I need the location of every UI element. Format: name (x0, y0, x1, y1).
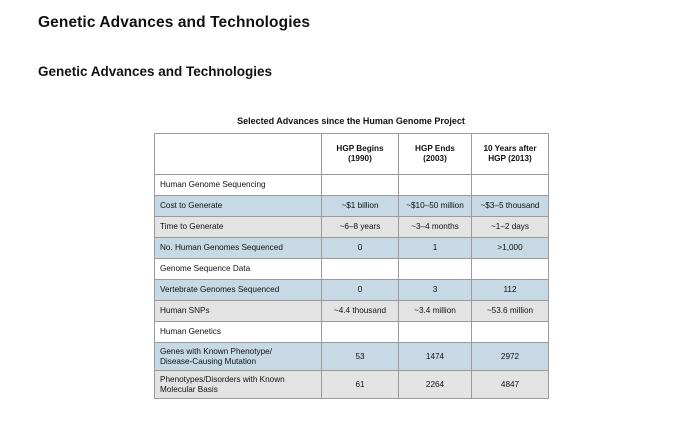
row-label: Cost to Generate (155, 196, 322, 217)
page-title: Genetic Advances and Technologies (38, 14, 311, 31)
cell-1990: ~6–8 years (322, 217, 399, 238)
cell-2003: ~3.4 million (399, 301, 472, 322)
table-row-genomes-sequenced (155, 238, 549, 259)
section-row-human-genetics (155, 322, 549, 343)
row-label: Human Genome Sequencing (155, 175, 322, 196)
cell-1990 (322, 259, 399, 280)
cell-2003 (399, 175, 472, 196)
cell-1990: ~4.4 thousand (322, 301, 399, 322)
cell-2003: 3 (399, 280, 472, 301)
row-label: Phenotypes/Disorders with Known Molecular Basis (155, 371, 322, 399)
cell-2003: ~3–4 months (399, 217, 472, 238)
cell-1990: 0 (322, 280, 399, 301)
header-empty-cell (155, 134, 322, 175)
cell-1990: 0 (322, 238, 399, 259)
section-title: Genetic Advances and Technologies (38, 64, 273, 79)
cell-2013 (472, 259, 549, 280)
row-label: Human Genetics (155, 322, 322, 343)
table-row-genes-known-phenotype (155, 343, 549, 371)
cell-1990: 61 (322, 371, 399, 399)
cell-1990 (322, 322, 399, 343)
cell-2003: 1 (399, 238, 472, 259)
table-row-cost-to-generate (155, 196, 549, 217)
cell-2013 (472, 175, 549, 196)
cell-2013: 2972 (472, 343, 549, 371)
header-hgp-begins: HGP Begins (1990) (322, 134, 399, 175)
table-row-human-snps (155, 301, 549, 322)
table-caption: Selected Advances since the Human Genome Project (237, 116, 465, 126)
cell-2003: 1474 (399, 343, 472, 371)
section-row-genome-sequence-data (155, 259, 549, 280)
cell-2003 (399, 322, 472, 343)
table-row-vertebrate-genomes (155, 280, 549, 301)
row-label: No. Human Genomes Sequenced (155, 238, 322, 259)
cell-2013: ~$3–5 thousand (472, 196, 549, 217)
advances-table (154, 133, 549, 399)
header-hgp-ends: HGP Ends (2003) (399, 134, 472, 175)
cell-1990: ~$1 billion (322, 196, 399, 217)
cell-2013: 112 (472, 280, 549, 301)
cell-2013: >1,000 (472, 238, 549, 259)
cell-2013 (472, 322, 549, 343)
row-label: Vertebrate Genomes Sequenced (155, 280, 322, 301)
section-row-human-genome-sequencing (155, 175, 549, 196)
header-10-years-after: 10 Years after HGP (2013) (472, 134, 549, 175)
cell-2003: ~$10–50 million (399, 196, 472, 217)
table-header-row (155, 134, 549, 175)
cell-2013: ~53.6 million (472, 301, 549, 322)
cell-2013: ~1–2 days (472, 217, 549, 238)
row-label: Genome Sequence Data (155, 259, 322, 280)
cell-1990: 53 (322, 343, 399, 371)
cell-2003 (399, 259, 472, 280)
table-row-time-to-generate (155, 217, 549, 238)
cell-1990 (322, 175, 399, 196)
cell-2013: 4847 (472, 371, 549, 399)
cell-2003: 2264 (399, 371, 472, 399)
row-label: Time to Generate (155, 217, 322, 238)
table-row-phenotypes-molecular-basis (155, 371, 549, 399)
row-label: Human SNPs (155, 301, 322, 322)
row-label: Genes with Known Phenotype/ Disease-Causing Mutation (155, 343, 322, 371)
